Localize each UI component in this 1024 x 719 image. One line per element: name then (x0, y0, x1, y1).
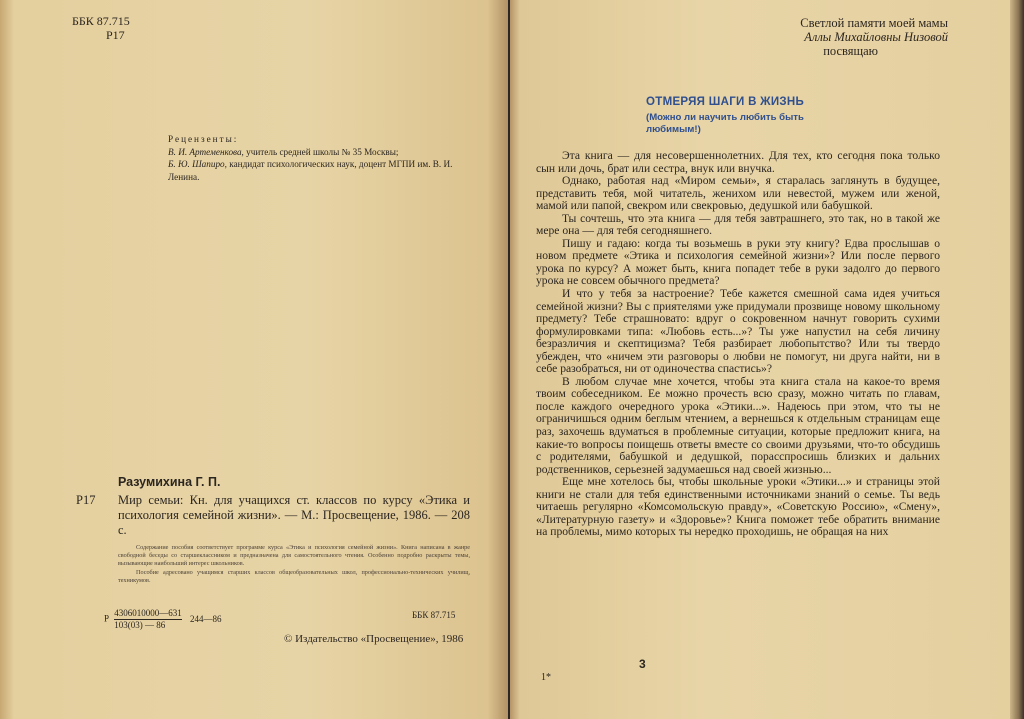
reviewer-1-name: В. И. Артеменкова, (168, 146, 244, 157)
book-page-edges (1010, 0, 1024, 719)
dedication-line-3: посвящаю (823, 44, 878, 58)
dedication-line-1: Светлой памяти моей мамы (800, 16, 948, 30)
index-code: Р17 (106, 28, 125, 42)
code-numerator: 4306010000—631 (114, 608, 182, 618)
chapter-heading: ОТМЕРЯЯ ШАГИ В ЖИЗНЬ (646, 96, 805, 108)
reviewers-block (168, 133, 464, 183)
paragraph: Еще мне хотелось бы, чтобы школьные уроки «Этики...» и страницы этой книги не стали для тебя единственными источниками знаний о семье. Ты ведь читаешь регулярно «Комсомольскую правду», «Советскую Россию», «Смену», «Литературную газету» и «Здоровье»? Книга поможет тебе обратить внимание на проблемы, мимо которых ты нередко проходишь, не обращая на них (536, 475, 940, 539)
body-text (536, 150, 940, 539)
paragraph: Однако, работая над «Миром семьи», я старалась заглянуть в будущее, представить тебя, мой читатель, женихом или невестой, мужем или женой, мамой или папой, свекром или свекровью, дедушкой или бабушкой. (536, 174, 940, 213)
bbk-code-bottom: ББК 87.715 (412, 610, 456, 620)
catalog-number: Р17 (76, 493, 96, 507)
reviewer-1-text: учитель средней школы № 35 Москвы; (243, 146, 399, 157)
code-denominator: 103(03) — 86 (114, 620, 166, 630)
bbk-header (72, 14, 130, 42)
reviewer-2-text: кандидат психологических наук, доцент МГПИ им. В. И. Ленина. (168, 159, 453, 182)
chapter-subheading: (Можно ли научить любить быть любимым!) (646, 112, 804, 135)
annotation (118, 544, 470, 585)
code-tail: 244—86 (190, 614, 222, 624)
annotation-paragraph-1: Содержание пособия соответствует программе курса «Этика и психология семейной жизни». Книга написана в жанре свободной беседы со старшеклассником и предназначена для самостоятельного чтения. Особенно подробно раскрыты темы, вызывающие наибольший интерес школьников. (118, 544, 470, 568)
page-number: 3 (639, 657, 646, 671)
author-name: Разумихина Г. П. (118, 475, 221, 489)
publication-code (104, 608, 222, 631)
publisher-copyright: © Издательство «Просвещение», 1986 (284, 633, 464, 645)
reviewer-2 (168, 158, 464, 183)
signature-mark: 1* (541, 672, 551, 683)
dedication-line-2: Аллы Михайловны Низовой (804, 30, 948, 44)
annotation-paragraph-2: Пособие адресовано учащимся старших классов общеобразовательных школ, профессионально-технических училищ, техникумов. (118, 568, 470, 584)
paragraph: И что у тебя за настроение? Тебе кажется смешной сама идея учиться семейной жизни? Вы с приятелями уже придумали прозвище новому школьному предмету? Тебе страшновато: вдруг о сокровенном начнут говорить сухими формулировками типа: «Любовь есть...»? Ты уже напустил на себя личину безразличия и скептицизма? Тебя разбирает любопытство? Или ты твердо убежден, что «ничем эти разговоры о любви не помогут, ни друга найти, ни в себе разобраться, ни от одиночества спастись»? (536, 287, 940, 376)
catalog-entry: Мир семьи: Кн. для учащихся ст. классов по курсу «Этика и психология семейной жизни». — М.: Просвещение, 1986. — 208 с. (118, 493, 470, 537)
reviewers-heading: Рецензенты: (168, 134, 239, 144)
right-page (510, 0, 1010, 719)
paragraph: Пишу и гадаю: когда ты возьмешь в руки эту книгу? Едва прослышав о новом предмете «Этика и психология семейной жизни»? Или после первого урока по курсу? А может быть, книга попадет тебе в руки задолго до первого урока не совсем обычного предмета? (536, 236, 940, 288)
paragraph: В любом случае мне хочется, чтобы эта книга стала на какое-то время твоим собеседником. Ее можно прочесть всю сразу, можно читать по главам, после каждого очередного урока «Этики...». Надеюсь при этом, что ты не ограничишься одним беглым чтением, а вернешься к отдельным страницам еще раз, захочешь вдуматься в проблемные ситуации, которые предложит книга, на какие-то вопросы поищешь ответы вместе со своими друзьями, что-то обсудишь с родителями, бабушкой и дедушкой, порасспросишь близких и дальних родственников, серьезней задумаешься над своей жизнью... (536, 374, 940, 476)
reviewer-1 (168, 146, 464, 159)
paragraph: Ты сочтешь, что эта книга — для тебя завтрашнего, это так, но в такой же мере она — для тебя сегодняшнего. (536, 211, 940, 238)
code-fraction (114, 608, 182, 631)
reviewer-2-name: Б. Ю. Шапиро, (168, 159, 227, 169)
code-prefix: Р (104, 613, 110, 624)
paragraph: Эта книга — для несовершеннолетних. Для тех, кто сегодня пока только сын или дочь, брат или сестра, внук или внучка. (536, 149, 940, 175)
bbk-code: ББК 87.715 (72, 14, 130, 28)
left-page (0, 0, 508, 719)
dedication (730, 16, 948, 58)
